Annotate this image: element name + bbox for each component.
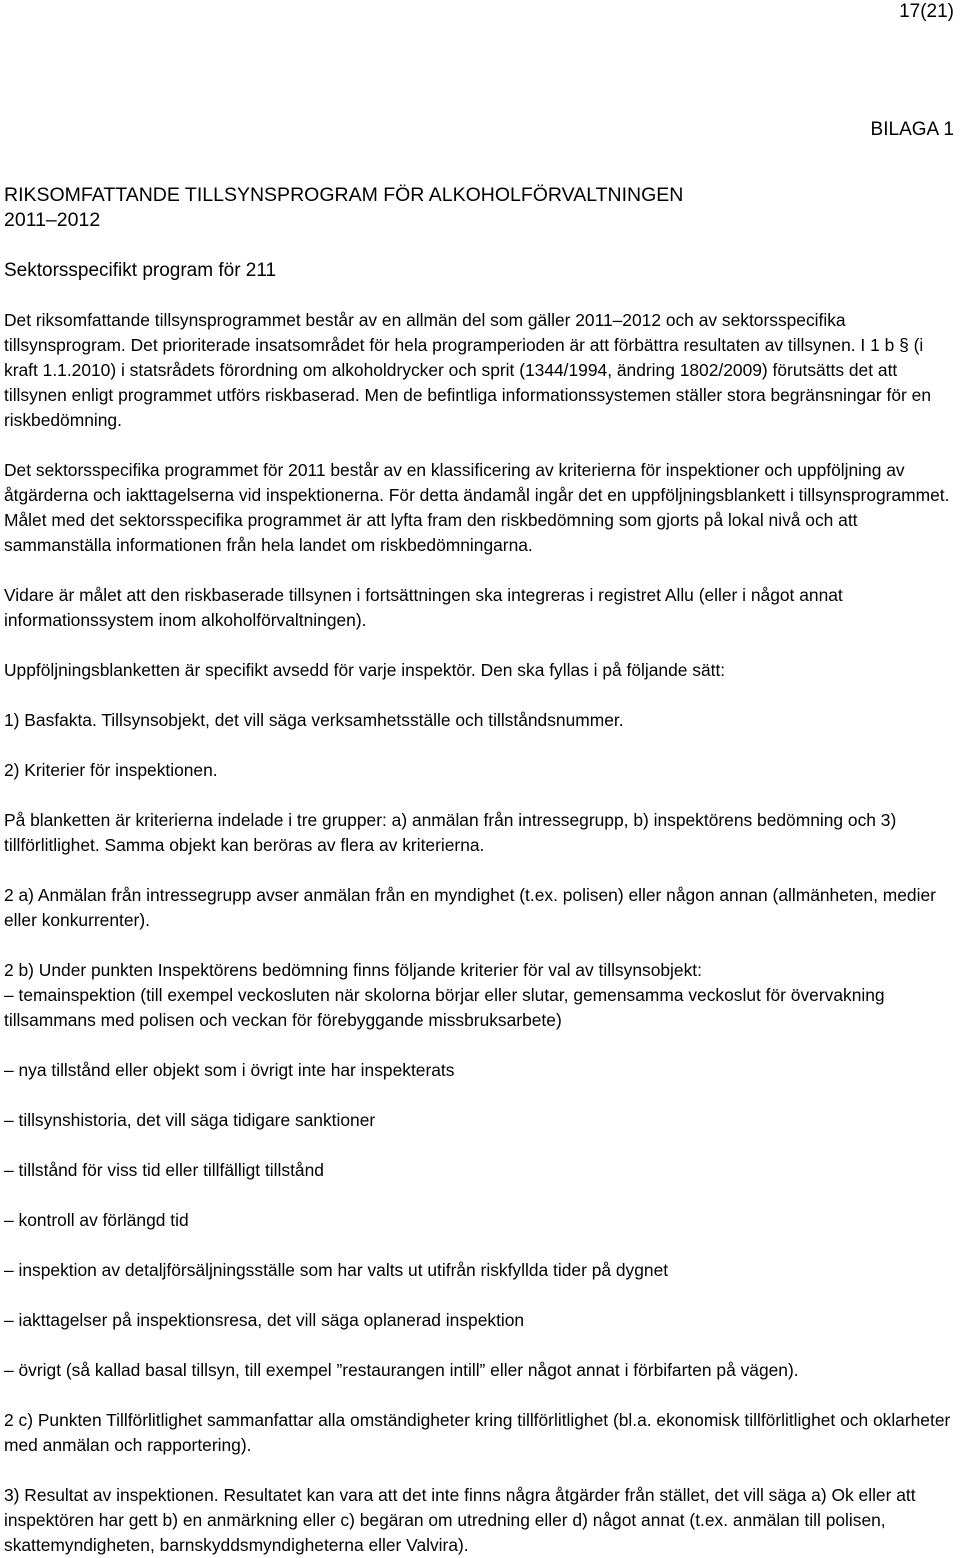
criteria-item: – nya tillstånd eller objekt som i övrigt inte har inspekterats bbox=[4, 1060, 455, 1080]
paragraph-integration: Vidare är målet att den riskbaserade tillsynen i fortsättningen ska integreras i registret Allu (eller i något annat informationssystem inom alkoholförvaltningen). bbox=[4, 585, 843, 630]
inspector-assessment-section bbox=[4, 958, 956, 1383]
paragraph-basic-facts: 1) Basfakta. Tillsynsobjekt, det vill säga verksamhetsställe och tillståndsnummer. bbox=[4, 710, 624, 730]
criteria-item: – tillsynshistoria, det vill säga tidigare sanktioner bbox=[4, 1110, 376, 1130]
criteria-item: – tillstånd för viss tid eller tillfälligt tillstånd bbox=[4, 1160, 324, 1180]
document-title-line-2: 2011–2012 bbox=[4, 209, 101, 231]
criteria-item: – temainspektion (till exempel veckosluten när skolorna börjar eller slutar, gemensamma veckoslut för övervakning tillsammans med polisen och veckan för förebyggande missbruksarbete) bbox=[4, 985, 885, 1030]
criteria-item: – övrigt (så kallad basal tillsyn, till exempel ”restaurangen intill” eller något annat i förbifarten på vägen). bbox=[4, 1360, 799, 1380]
paragraph-intro: Det riksomfattande tillsynsprogrammet består av en allmän del som gäller 2011–2012 och av sektorsspecifika tillsynsprogram. Det prioriterade insatsområdet för hela programperioden är att förbättra resultaten av tillsynen. I 1 b § (i kraft 1.1.2010) i statsrådets förordning om alkoholdrycker och sprit (1344/1994, ändring 1802/2009) förutsätts det att tillsynen enligt programmet utförs riskbaserad. Men de befintliga informationssystemen ställer stora begränsningar för en riskbedömning. bbox=[4, 310, 931, 430]
criteria-item: – inspektion av detaljförsäljningsställe som har valts ut utifrån riskfyllda tider på dygnet bbox=[4, 1260, 669, 1280]
paragraph-sector-program: Det sektorsspecifika programmet för 2011 består av en klassificering av kriterierna för inspektioner och uppföljning av åtgärderna och iakttagelserna vid inspektionerna. För detta ändamål ingår det en uppföljningsblankett i tillsynsprogrammet. Målet med det sektorsspecifika programmet är att lyfta fram den riskbedömning som gjorts på lokal nivå och att sammanställa informationen från hela landet om riskbedömningarna. bbox=[4, 460, 950, 555]
paragraph-criteria: 2) Kriterier för inspektionen. bbox=[4, 760, 218, 780]
document-subtitle: Sektorsspecifikt program för 211 bbox=[4, 260, 277, 281]
paragraph-criteria-groups: På blanketten är kriterierna indelade i tre grupper: a) anmälan från intressegrupp, b) inspektörens bedömning och 3) tillförlitlighet. Samma objekt kan beröras av flera av kriterierna. bbox=[4, 810, 897, 855]
attachment-label: BILAGA 1 bbox=[870, 119, 954, 140]
document-title bbox=[4, 183, 944, 233]
document-body bbox=[4, 308, 956, 1558]
paragraph-form-usage: Uppföljningsblanketten är specifikt avsedd för varje inspektör. Den ska fyllas i på följande sätt: bbox=[4, 660, 726, 680]
paragraph-interest-group: 2 a) Anmälan från intressegrupp avser anmälan från en myndighet (t.ex. polisen) eller någon annan (allmänheten, medier eller konkurrenter). bbox=[4, 885, 936, 930]
document-title-line-1: RIKSOMFATTANDE TILLSYNSPROGRAM FÖR ALKOHOLFÖRVALTNINGEN bbox=[4, 184, 684, 206]
criteria-item: – kontroll av förlängd tid bbox=[4, 1210, 189, 1230]
inspector-assessment-intro: 2 b) Under punkten Inspektörens bedömning finns följande kriterier för val av tillsynsobjekt: bbox=[4, 960, 702, 980]
paragraph-reliability: 2 c) Punkten Tillförlitlighet sammanfattar alla omständigheter kring tillförlitlighet (bl.a. ekonomisk tillförlitlighet och oklarheter med anmälan och rapportering). bbox=[4, 1410, 951, 1455]
page-number: 17(21) bbox=[899, 1, 954, 22]
criteria-item: – iakttagelser på inspektionsresa, det vill säga oplanerad inspektion bbox=[4, 1310, 525, 1330]
paragraph-inspection-result: 3) Resultat av inspektionen. Resultatet kan vara att det inte finns några åtgärder från stället, det vill säga a) Ok eller att inspektören har gett b) en anmärkning eller c) begäran om utredning eller d) något annat (t.ex. anmälan till polisen, skattemyndigheten, barnskyddsmyndigheterna eller Valvira). bbox=[4, 1485, 916, 1555]
